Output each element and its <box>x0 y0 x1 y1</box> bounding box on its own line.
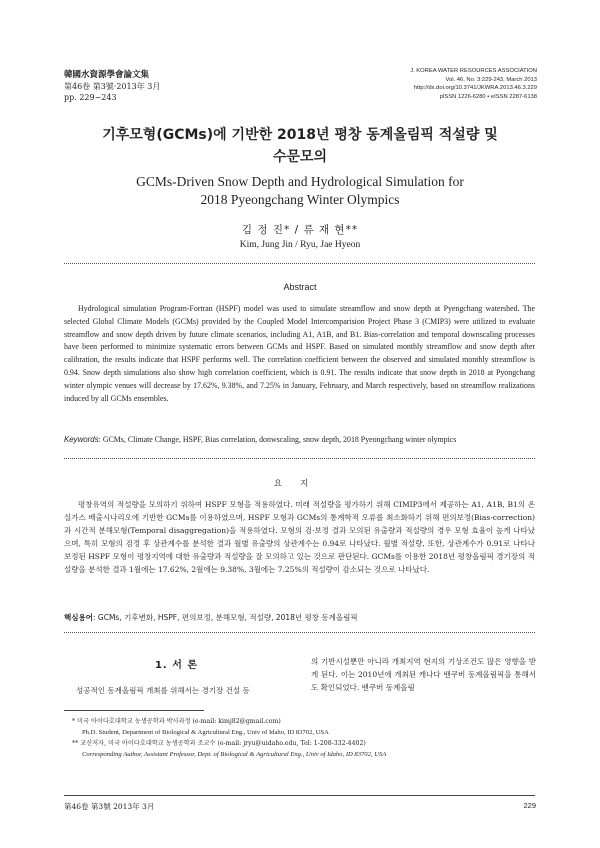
authors-ko: 김 정 진* / 류 재 현** <box>241 224 359 236</box>
footer-volume: 第46卷 第3號 2013年 3月 <box>64 802 155 811</box>
abstract-text: Hydrological simulation Program-Fortran (HSPF) model was used to simulate streamflow and snow depth at Pyengchang watershed. The selected Global Climate Models (GCMs) provided by the Coupled Model Intercomparision Project Phase 3 (CMIP3) were utilized to evaluate streamflow and snow depth driven by future climate scenarios, including A1, A1B, and B1. Bias-correlation and temporal downscaling processes have been performed to minimize systematic errors between GCMs and HSPF. Based on simulated monthly streamflow and snow depth after calibration, the results indicate that HSPF performs well. The correlation coefficient between the observed and simulated monthly streamflow is 0.94. Snow depth simulations also show high correlation coefficient, which is 0.91. The results indicate that snow depth in 2018 at Pyongchang winter olympic venues will decrease by 17.62%, 9.38%, and 7.25% in January, February, and March respectively, based on streamflow realizations induced by all GCMs ensembles. <box>64 304 535 403</box>
title-ko-line1: 기후모형(GCMs)에 기반한 2018년 평창 동계올림픽 적설량 및 <box>102 127 498 143</box>
issn: pISSN 1226-6280 • eISSN 2287-6138 <box>439 93 537 100</box>
footnote-2-en: Corresponding Author, Assistant Professor, Dept. of Biological & Agricultural Eng., Univ of Idaho, ID 83702, USA <box>82 751 387 758</box>
page-number: 229 <box>523 801 536 810</box>
page-range: pp. 229~243 <box>64 93 117 102</box>
summary-text: 평창유역의 적설량을 모의하기 위하여 HSPF 모형을 적용하였다. 미래 적설량을 평가하기 위해 CIMIP3에서 제공하는 A1, A1B, B1의 온실가스 배출시나리오에 기반한 GCMs를 이용하였으며, HSPF 모형과 GCMs의 통계학적 오류를 최소화하기 위해 편의보정(Bias-correction)과 시간적 분해모형(Temporal disaggregation)을 적용하였다. 모형의 검·보정 결과 모의된 유출량과 적설량의 경우 모형 효율이 높게 나타났으며, 특히 모형의 검정 후 상관계수를 분석한 결과 월별 유출량의 상관계수는 0.94로 나타났다. 월별 적설량, 또한, 상관계수가 0.91로 나타나 보정된 HSPF 모형이 평창지역에 대한 유출량과 적설량을 잘 모의하고 있는 것으로 판단된다. GCMs를 이용한 2018년 평창올림픽 경기장의 적설량을 분석한 결과 1월에는 17.62%, 2월에는 9.38%, 3월에는 7.25%의 적설량이 감소되는 것으로 나타났다. <box>64 500 535 574</box>
authors-en: Kim, Jung Jin / Ryu, Jae Hyeon <box>239 240 361 250</box>
title-en-line2: 2018 Pyeongchang Winter Olympics <box>200 192 400 207</box>
body-right-column: 의 기반시설뿐만 아니라 개최지역 현지의 기상조건도 많은 영향을 받게 된다. 이는 2010년에 개최된 캐나다 밴쿠버 동계올림픽을 통해서도 확인되었다. 밴쿠버 동계올림 <box>311 657 536 692</box>
keywords-ko-label: 핵심용어 <box>64 613 93 622</box>
footnote-rule <box>64 710 204 711</box>
divider-bottom <box>64 632 535 633</box>
journal-header-en <box>410 67 537 101</box>
footnote-1-ko: * 미국 아이다호대학교 농생공학과 박사과정 (e-mail: kimj82@gmail.com) <box>72 718 281 725</box>
footer-rule <box>64 795 535 796</box>
volume-en: Vol. 46, No. 3:229-243, March 2013 <box>445 76 537 83</box>
volume-ko: 第46卷 第3號·2013年 3月 <box>64 82 161 91</box>
divider-middle <box>64 458 535 459</box>
title-en <box>40 173 560 209</box>
footnote-1-en: Ph.D. Student, Department of Biological & Agricultural Eng., Univ of Idaho, ID 83702, USA <box>82 729 329 736</box>
summary-heading: 요지 <box>273 479 327 489</box>
doi-link[interactable]: http://dx.doi.org/10.3741/JKWRA.2013.46.3.229 <box>413 85 537 92</box>
keywords-ko <box>64 612 544 623</box>
keywords-list: : GCMs, Climate Change, HSPF, Bias correlation, donwscaling, snow depth, 2018 Pyeongchang winter olympics <box>98 435 457 444</box>
section-heading-introduction: 1. 서 론 <box>154 660 199 671</box>
footnote-2-ko: ** 교신저자, 미국 아이다호대학교 농생공학과 조교수 (e-mail: jryu@uidaho.edu, Tel: 1-208-332-4402) <box>72 740 366 747</box>
title-ko-line2: 수문모의 <box>272 149 328 165</box>
journal-name-en: J. KOREA WATER RESOURCES ASSOCIATION <box>410 68 537 74</box>
keywords-label: Keywords <box>64 435 99 444</box>
title-en-line1: GCMs-Driven Snow Depth and Hydrological Simulation for <box>136 174 464 189</box>
journal-name-ko: 韓國水資源學會論文集 <box>64 70 150 80</box>
keywords-en <box>64 435 544 444</box>
divider-top <box>64 263 535 264</box>
body-left-column: 성공적인 동계올림픽 개최를 위해서는 경기장 건설 등 <box>76 686 250 695</box>
title-ko <box>40 124 560 168</box>
journal-header-ko <box>64 70 160 103</box>
abstract-heading: Abstract <box>283 282 317 292</box>
keywords-ko-list: : GCMs, 기후변화, HSPF, 편의보정, 분해모형, 적설량, 2018년 평창 동계올림픽 <box>92 613 358 622</box>
